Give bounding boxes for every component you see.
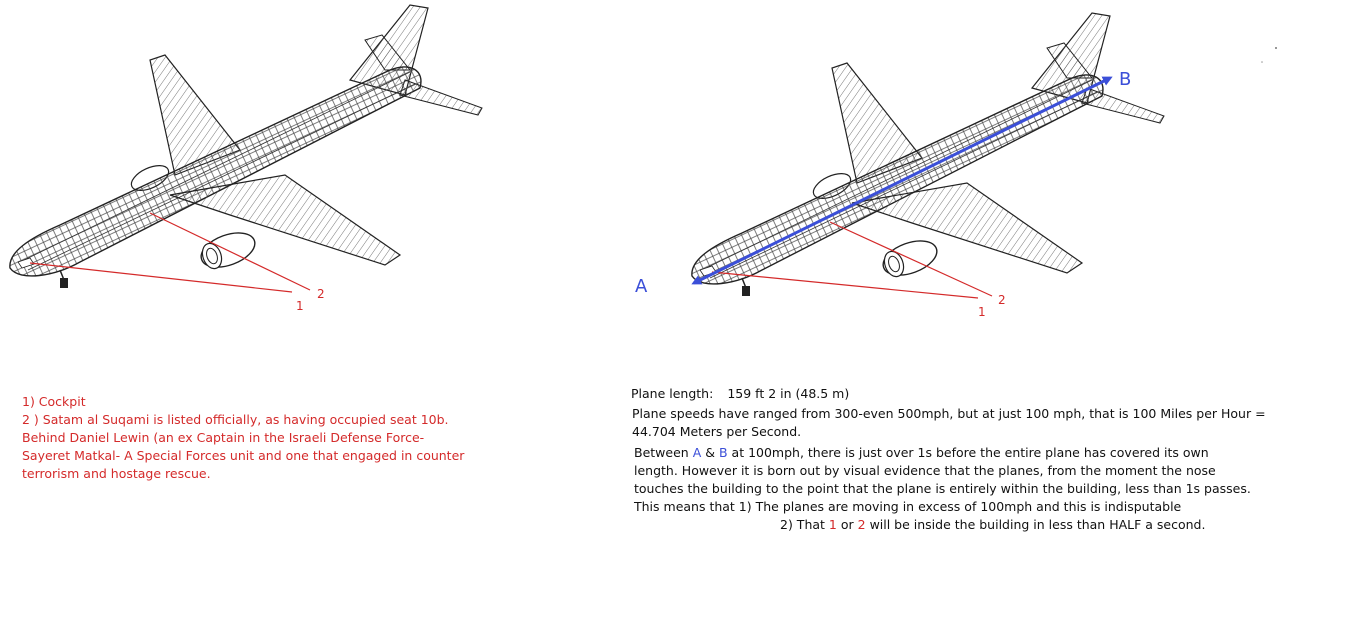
point2-start: 2) That <box>780 517 825 532</box>
between-line-3: touches the building to the point that the plane is entirely within the building, less than 1s passes. <box>634 481 1251 496</box>
plane-length-label: Plane length: <box>631 386 714 401</box>
speed-note <box>632 405 1266 441</box>
plane-length <box>631 385 849 403</box>
speck-mark <box>1275 47 1277 49</box>
note-seat: 2 ) Satam al Suqami is listed officially, as having occupied seat 10b. <box>22 412 449 427</box>
inline-ampersand: & <box>705 445 715 460</box>
left-plane-illustration <box>10 5 482 288</box>
right-label-2: 2 <box>998 293 1006 307</box>
right-label-1: 1 <box>978 305 986 319</box>
point2-one: 1 <box>828 517 837 532</box>
left-pointer-1 <box>30 263 292 292</box>
speck-mark <box>1261 61 1263 63</box>
inline-point-a: A <box>692 445 702 460</box>
right-plane-illustration <box>692 13 1164 296</box>
time-analysis <box>634 444 1251 534</box>
inline-point-b: B <box>718 445 728 460</box>
point2-end: will be inside the building in less than HALF a second. <box>869 517 1206 532</box>
note-cockpit: 1) Cockpit <box>22 394 86 409</box>
between-word: Between <box>634 445 689 460</box>
left-notes <box>22 393 472 483</box>
between-line-5 <box>634 516 1251 534</box>
plane-length-value: 159 ft 2 in (48.5 m) <box>727 386 850 401</box>
point2-or: or <box>840 517 854 532</box>
speed-line-1: Plane speeds have ranged from 300-even 500mph, but at just 100 mph, that is 100 Miles per Hour = <box>632 406 1266 421</box>
point-b-label: B <box>1119 69 1132 90</box>
speed-line-2: 44.704 Meters per Second. <box>632 424 802 439</box>
between-line-4: This means that 1) The planes are moving in excess of 100mph and this is indisputable <box>634 499 1182 514</box>
point-a-label: A <box>635 276 648 297</box>
note-lewin: Behind Daniel Lewin (an ex Captain in the Israeli Defense Force- <box>22 430 425 445</box>
left-label-2: 2 <box>317 287 325 301</box>
point2-two: 2 <box>857 517 866 532</box>
between-line-1 <box>634 444 1251 462</box>
between-line-2: length. However it is born out by visual evidence that the planes, from the moment the nose <box>634 463 1216 478</box>
left-label-1: 1 <box>296 299 304 313</box>
between-rest: at 100mph, there is just over 1s before the entire plane has covered its own <box>731 445 1209 460</box>
note-sayeret: Sayeret Matkal- A Special Forces unit and one that engaged in counter <box>22 448 465 463</box>
right-pointer-1 <box>712 272 978 298</box>
note-terrorism: terrorism and hostage rescue. <box>22 466 211 481</box>
